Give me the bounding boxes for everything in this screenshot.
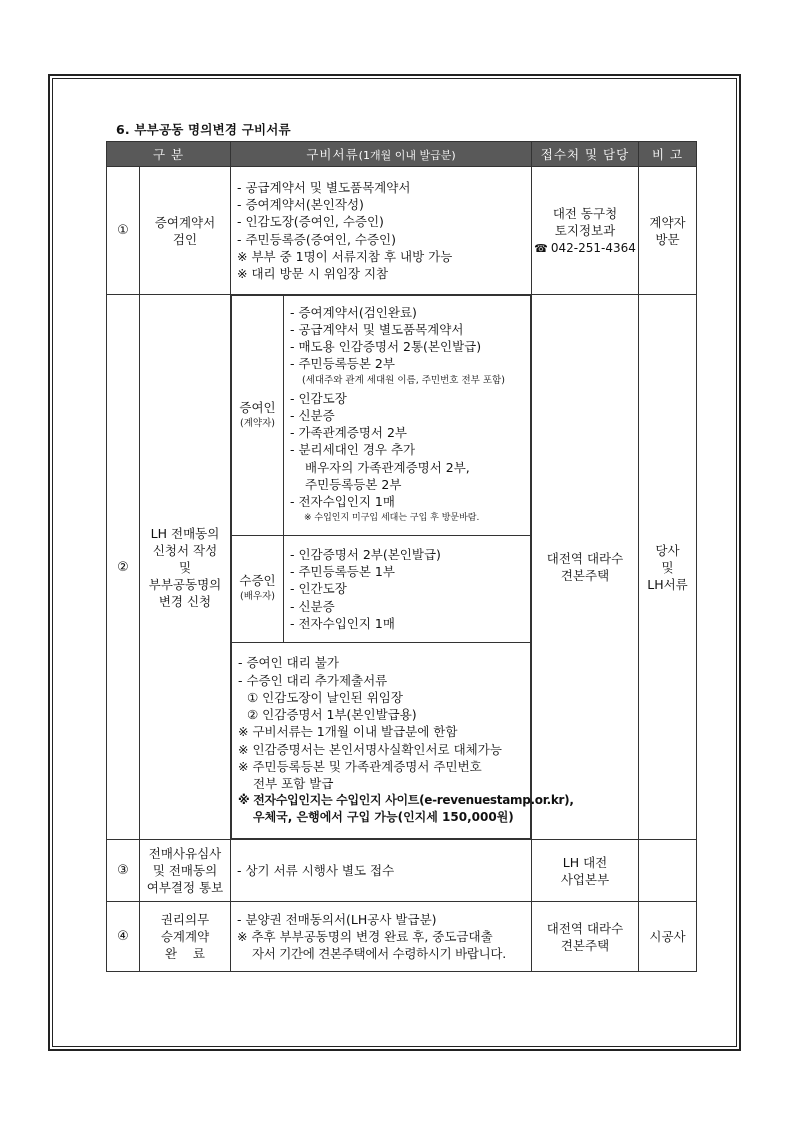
header-office: 접수처 및 담당 — [532, 142, 639, 167]
section-title: 6. 부부공동 명의변경 구비서류 — [116, 122, 291, 137]
giver-role: 증여인 (계약자) — [232, 296, 284, 536]
doc-item: ※ 부부 중 1명이 서류지참 후 내방 가능 — [237, 248, 453, 264]
row-number: ④ — [107, 902, 140, 972]
table-row — [107, 840, 697, 902]
table-row — [107, 167, 697, 295]
row-office: 대전역 대라수 견본주택 — [532, 902, 639, 972]
row-category: 전매사유심사 및 전매동의 여부결정 통보 — [140, 840, 231, 902]
table-row — [107, 902, 697, 972]
doc-item: - 주민등록증(증여인, 수증인) — [237, 231, 397, 247]
row-documents — [231, 167, 532, 295]
giver-documents: - 증여계약서(검인완료) - 공급계약서 및 별도품목계약서 - 매도용 인감증명서 2통(본인발급) - 주민등록등본 2부 (세대주와 관계 세대원 이름, 주민번호 전부 포함) - 인감도장 - 신분증 - 가족관계증명서 2부 - 분리세대인 경우 추가 배우자의 가족관계증명서 2부, 주민등록등본 2부 - 전자수입인지 1매 ※ 수입인지 미구입 세대는 구입 후 방문바람. — [284, 296, 531, 536]
row-office: 대전 동구청 토지정보과 ☎ 042-251-4364 — [532, 167, 639, 295]
row-note: 당사 및 LH서류 — [639, 295, 697, 840]
doc-item: - 증여계약서(본인작성) — [237, 197, 364, 213]
doc-item: - 공급계약서 및 별도품목계약서 — [237, 179, 411, 195]
table-row — [107, 295, 697, 840]
row-number: ② — [107, 295, 140, 840]
row-office: LH 대전 사업본부 — [532, 840, 639, 902]
doc-item: - 인감도장(증여인, 수증인) — [237, 214, 384, 230]
row-number: ③ — [107, 840, 140, 902]
header-note: 비 고 — [639, 142, 697, 167]
row-note: 계약자 방문 — [639, 167, 697, 295]
row-office: 대전역 대라수 견본주택 — [532, 295, 639, 840]
documents-table — [106, 141, 697, 972]
common-notes: - 증여인 대리 불가 - 수증인 대리 추가제출서류 ① 인감도장이 날인된 위임장 ② 인감증명서 1부(본인발급용) ※ 구비서류는 1개월 이내 발급분에 한함 ※ 인감증명서는 본인서명사실확인서로 대체가능 ※ 주민등록등본 및 가족관계증명서 주민번호 전부 포함 발급 ※ 전자수입인지는 수입인지 사이트(e-revenuestamp.or.kr), 우체국, 은행에서 구입 가능(인지세 150,000원) — [232, 643, 531, 839]
header-category: 구 분 — [107, 142, 231, 167]
row-number: ① — [107, 167, 140, 295]
row-documents: - 상기 서류 시행사 별도 접수 — [231, 840, 532, 902]
row-category: 증여계약서 검인 — [140, 167, 231, 295]
phone-icon: ☎ — [534, 241, 548, 255]
row-category: LH 전매동의 신청서 작성 및 부부공동명의 변경 신청 — [140, 295, 231, 840]
receiver-role: 수증인 (배우자) — [232, 536, 284, 643]
doc-item: ※ 대리 방문 시 위임장 지참 — [237, 265, 389, 281]
receiver-documents: - 인감증명서 2부(본인발급) - 주민등록등본 1부 - 인간도장 - 신분증 - 전자수입인지 1매 — [284, 536, 531, 643]
row-documents-split — [231, 295, 574, 840]
row-note — [639, 840, 697, 902]
row-note: 시공사 — [639, 902, 697, 972]
table-header-row — [107, 142, 697, 167]
row-category: 권리의무 승계계약 완 료 — [140, 902, 231, 972]
row-documents: - 분양권 전매동의서(LH공사 발급분) ※ 추후 부부공동명의 변경 완료 후, 중도금대출 자서 기간에 견본주택에서 수령하시기 바랍니다. — [231, 902, 532, 972]
header-documents: 구비서류(1개월 이내 발급분) — [231, 142, 532, 167]
